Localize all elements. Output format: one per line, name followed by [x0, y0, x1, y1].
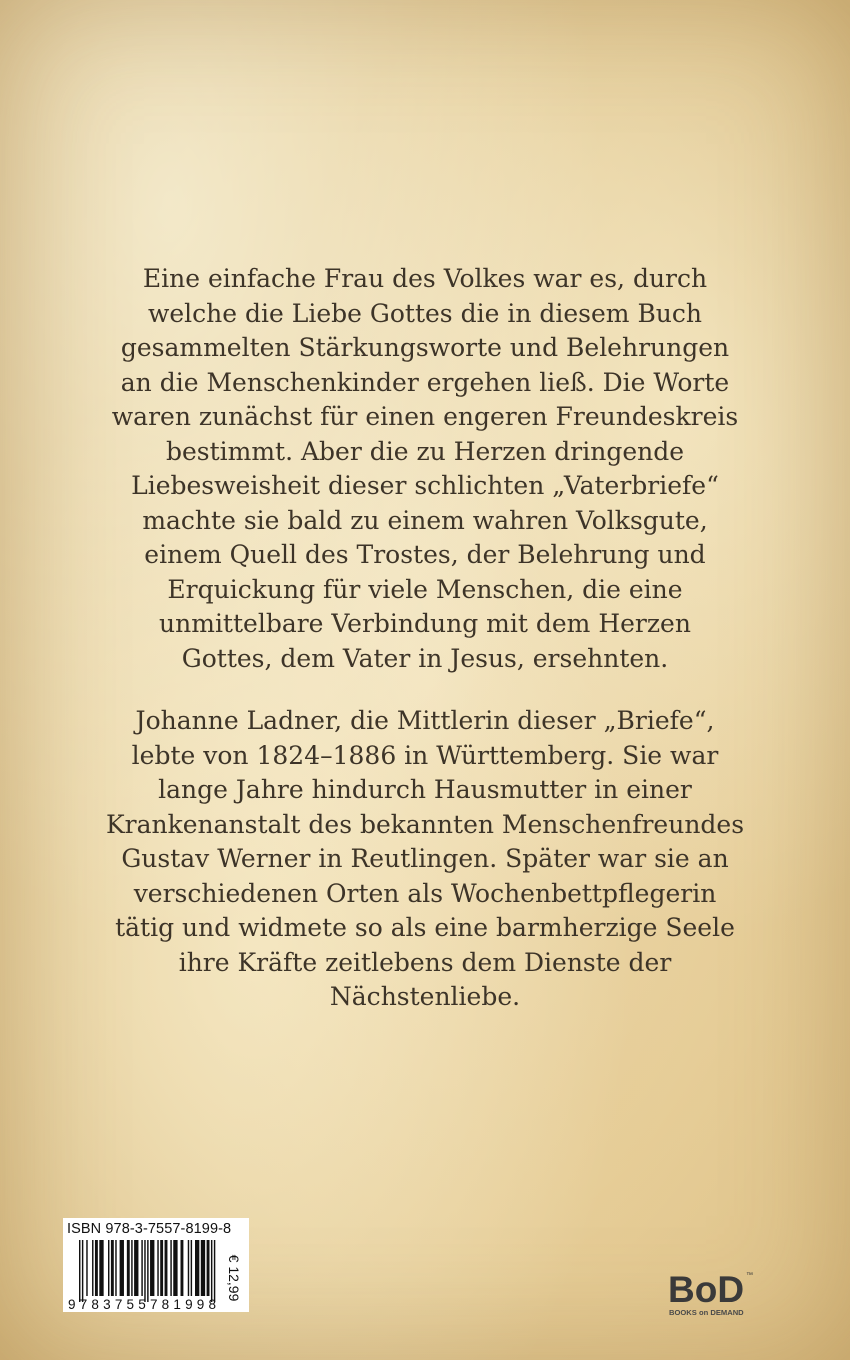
blurb-line: lebte von 1824–1886 in Württemberg. Sie war [131, 740, 719, 770]
barcode-bar [195, 1240, 199, 1296]
barcode-bar [92, 1240, 93, 1296]
blurb-line: ihre Kräfte zeitlebens dem Dienste der [178, 947, 672, 977]
blurb-line: gesammelten Stärkungsworte und Belehrungen [120, 333, 730, 362]
barcode-bar [181, 1240, 184, 1296]
bod-logo [668, 1268, 768, 1320]
blurb-line: tätig und widmete so als eine barmherzige Seele [115, 913, 735, 942]
bod-trademark: ™ [746, 1272, 753, 1279]
blurb-line: machte sie bald zu einem wahren Volksgute, [142, 505, 708, 535]
blurb-line: waren zunächst für einen engeren Freundeskreis [111, 402, 739, 431]
price-tag [223, 1246, 245, 1310]
barcode-bar [160, 1240, 163, 1296]
barcode-bar [147, 1240, 148, 1302]
blurb-line: verschiedenen Orten als Wochenbettpflegerin [133, 878, 717, 908]
barcode-digits: 9783755781998 [68, 1297, 216, 1310]
barcode-bar [165, 1240, 168, 1296]
barcode-bar [115, 1240, 116, 1296]
blurb-line: welche die Liebe Gottes die in diesem Buch [147, 298, 703, 328]
barcode-bar [144, 1240, 145, 1302]
barcode-bar [111, 1240, 114, 1296]
barcode-bar [157, 1240, 158, 1296]
blurb-paragraph-1 [60, 262, 790, 676]
blurb-line: unmittelbare Verbindung mit dem Herzen [159, 609, 691, 638]
blurb-line: an die Menschenkinder ergehen ließ. Die Worte [120, 367, 730, 397]
barcode-bar [191, 1240, 192, 1296]
price-label: € 12,99 [226, 1254, 242, 1302]
barcode-bar [207, 1240, 210, 1296]
barcode-bar [99, 1240, 103, 1296]
blurb-line: Krankenanstalt des bekannten Menschenfreundes [105, 809, 745, 839]
barcode-bar [120, 1240, 124, 1296]
blurb-line: Nächstenliebe. [329, 982, 521, 1011]
blurb-line: Liebesweisheit dieser schlichten „Vaterbriefe“ [131, 471, 719, 500]
barcode-bar [127, 1240, 130, 1296]
barcode-bar [188, 1240, 189, 1296]
blurb-line: lange Jahre hindurch Hausmutter in einer [158, 775, 692, 804]
blurb-line: Erquickung für viele Menschen, die eine [167, 574, 683, 604]
blurb-line: Gustav Werner in Reutlingen. Später war sie an [121, 844, 729, 873]
barcode-bar [131, 1240, 132, 1296]
barcode-bar [134, 1240, 138, 1296]
barcode-bar [79, 1240, 80, 1302]
barcode-graphic [68, 1240, 218, 1310]
barcode-bar [201, 1240, 205, 1296]
barcode-bar [173, 1240, 177, 1296]
blurb-line: Johanne Ladner, die Mittlerin dieser „Briefe“, [135, 706, 715, 735]
barcode-bar [170, 1240, 171, 1296]
blurb-paragraph-2 [60, 704, 790, 1015]
barcode-bar [95, 1240, 98, 1296]
barcode-bar [150, 1240, 154, 1296]
barcode-bar [211, 1240, 212, 1302]
barcode-bar [214, 1240, 215, 1302]
isbn-barcode-box [63, 1218, 249, 1312]
blurb-line: einem Quell des Trostes, der Belehrung und [144, 540, 706, 569]
barcode-bar [86, 1240, 87, 1296]
blurb-line: bestimmt. Aber die zu Herzen dringende [165, 436, 685, 466]
barcode-bar [108, 1240, 109, 1296]
bod-logo-text: BoD [668, 1269, 745, 1310]
bod-tagline: BOOKS on DEMAND [669, 1308, 744, 1317]
barcode-bar [82, 1240, 83, 1302]
isbn-label: ISBN 978-3-7557-8199-8 [67, 1221, 232, 1237]
barcode-bar [141, 1240, 142, 1296]
blurb-line: Gottes, dem Vater in Jesus, ersehnten. [181, 643, 669, 673]
blurb-line: Eine einfache Frau des Volkes war es, durch [142, 264, 708, 293]
